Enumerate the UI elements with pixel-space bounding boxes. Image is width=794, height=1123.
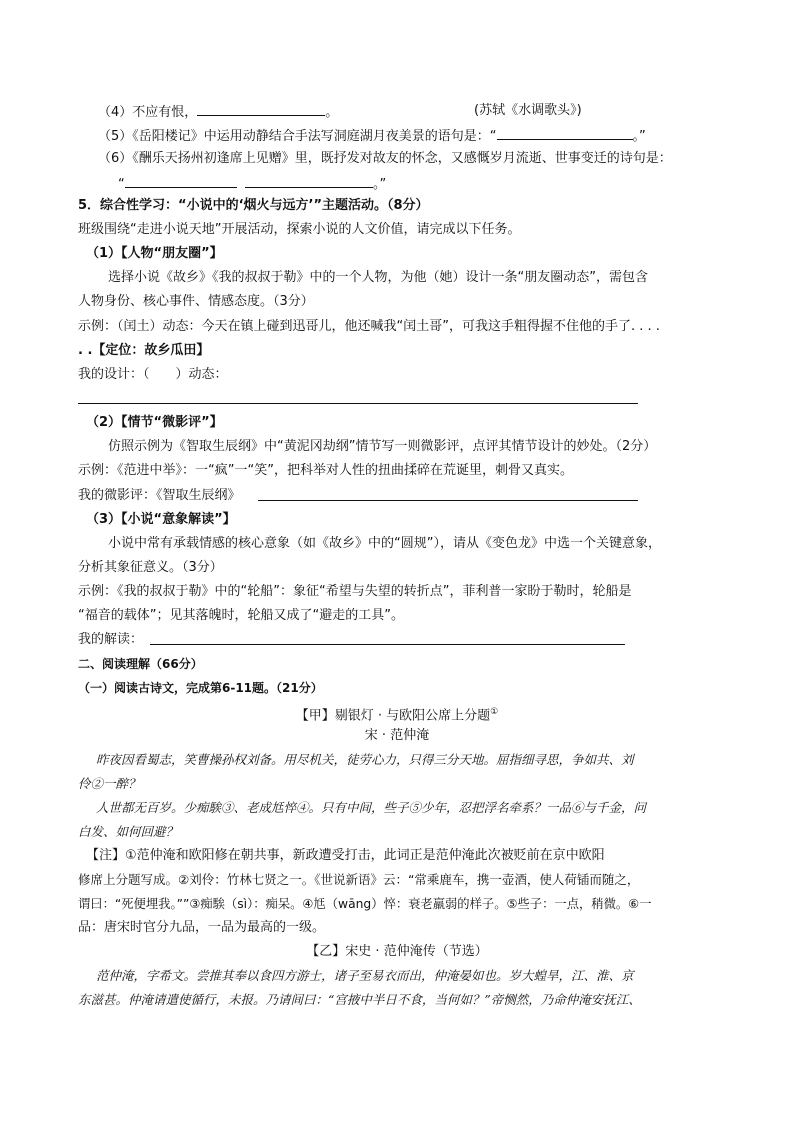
poem-author: 宋 · 范仲淹 (364, 728, 430, 743)
poem-title: 【甲】剔银灯 · 与欧阳公席上分题① (295, 707, 499, 724)
section2-title: 二、阅读理解（66分） (78, 657, 203, 671)
q4-answer-blank[interactable] (197, 101, 325, 116)
q4-label: （4）不应有恨， (98, 105, 198, 120)
fill-blank-q6: “ 。” (118, 173, 386, 195)
q5-label: （5）《岳阳楼记》中运用动静结合手法写洞庭湖月夜美景的语句是：“ (98, 129, 497, 144)
task1-heading: （1）【人物“朋友圈”】 (86, 246, 223, 261)
poem-line-1: 昨夜因看蜀志，笑曹操孙权刘备。用尽机关，徒劳心力，只得三分天地。屈指细寻思，争如共、刘 (96, 752, 634, 767)
q5-intro: 班级围绕“走进小说天地”开展活动，探索小说的人文价值，请完成以下任务。 (78, 222, 521, 237)
task3-example-2: “福音的载体”；见其落魄时，轮船又成了“避走的工具”。 (78, 608, 404, 623)
q6-label: （6）《酬乐天扬州初逢席上见赠》里，既抒发对故友的怀念，又感慨岁月流逝、世事变迁的诗句是： (98, 151, 672, 166)
prose-line-2: 东滋甚。仲淹请遣使循行，未报。乃请间曰：“宫掖中半日不食，当何如？”帝恻然，乃命仲淹安抚江、 (78, 992, 641, 1007)
task1-mine-label: 我的设计：（ ）动态： (78, 367, 228, 382)
task3-mine-label: 我的解读： (78, 632, 144, 647)
poem-line-4: 白发、如何回避？ (78, 824, 179, 839)
poem-line-2: 伶②一醉？ (78, 776, 141, 791)
task2-example: 示例：《范进中举》：一“疯”一“笑”，把科举对人性的扭曲揉碎在荒诞里，刺骨又真实。 (78, 463, 573, 478)
notes-line-4: 品：唐宋时官分九品，一品为最高的一级。 (78, 920, 326, 935)
task3-desc-2: 分析其象征意义。（3分） (78, 560, 223, 575)
fill-blank-q5: （5）《岳阳楼记》中运用动静结合手法写洞庭湖月夜美景的语句是：“ 。” (98, 125, 646, 147)
fill-blank-q4: （4）不应有恨， 。 (98, 101, 338, 123)
task1-desc-1: 选择小说《故乡》《我的叔叔于勒》中的一个人物，为他（她）设计一条“朋友圈动态”，需包含 (108, 270, 648, 285)
task3-heading: （3）【小说“意象解读”】 (86, 512, 236, 527)
prose-line-1: 范仲淹，字希文。尝推其奉以食四方游士，诸子至易衣而出，仲淹晏如也。岁大蝗旱，江、淮、京 (96, 968, 634, 983)
notes-line-1: 【注】①范仲淹和欧阳修在朝共事，新政遭受打击，此词正是范仲淹此次被贬前在京中欧阳 (86, 848, 605, 863)
task1-example-2: . .【定位：故乡瓜田】 (78, 343, 210, 358)
poem-line-3: 人世都无百岁。少痴騃③、老成尪悴④。只有中间，些子⑤少年，忍把浮名牵系？一品⑥与千金，问 (96, 800, 647, 815)
task3-example-1: 示例：《我的叔叔于勒》中的“轮船”：象征“希望与失望的转折点”，菲利普一家盼于勒时，轮船是 (78, 584, 632, 599)
task2-answer-line[interactable] (258, 500, 638, 501)
task2-desc: 仿照示例为《智取生辰纲》中“黄泥冈劫纲”情节写一则微影评，点评其情节设计的妙处。（2分） (108, 439, 657, 454)
notes-line-3: 谓曰：“死便埋我。””③痴騃（sì）：痴呆。④尪（wāng）悴：衰老羸弱的样子。⑤些子：一点，稍微。⑥一 (78, 897, 652, 911)
task2-mine-label: 我的微影评：《智取生辰纲》 (78, 488, 241, 503)
q5-title: 5．综合性学习：“小说中的‘烟火与远方’”主题活动。（8分） (78, 198, 429, 213)
q4-source: (苏轼《水调歌头》) (474, 103, 582, 118)
task1-desc-2: 人物身份、核心事件、情感态度。（3分） (78, 294, 314, 309)
section2-sub: （一）阅读古诗文，完成第6-11题。（21分） (78, 681, 323, 695)
prose-title: 【乙】宋史 · 范仲淹传（节选） (306, 944, 488, 959)
task2-heading: （2）【情节“微影评”】 (86, 415, 223, 430)
task1-answer-line[interactable] (78, 403, 638, 404)
q6-answer-blank-1[interactable] (125, 173, 237, 188)
notes-line-2: 修席上分题写成。②刘伶：竹林七贤之一。《世说新语》云：“常乘鹿车，携一壶酒，使人荷锸而随之， (78, 872, 640, 887)
q6-answer-blank-2[interactable] (245, 173, 373, 188)
task3-answer-line[interactable] (150, 644, 625, 645)
q5-answer-blank[interactable] (497, 125, 633, 140)
task1-example-1: 示例：（闰土）动态：今天在镇上碰到迅哥儿，他还喊我“闰土哥”，可我这手粗得握不住他的手了. . . . (78, 319, 660, 334)
task3-desc-1: 小说中常有承载情感的核心意象（如《故乡》中的“圆规”），请从《变色龙》中选一个关键意象， (108, 536, 661, 551)
